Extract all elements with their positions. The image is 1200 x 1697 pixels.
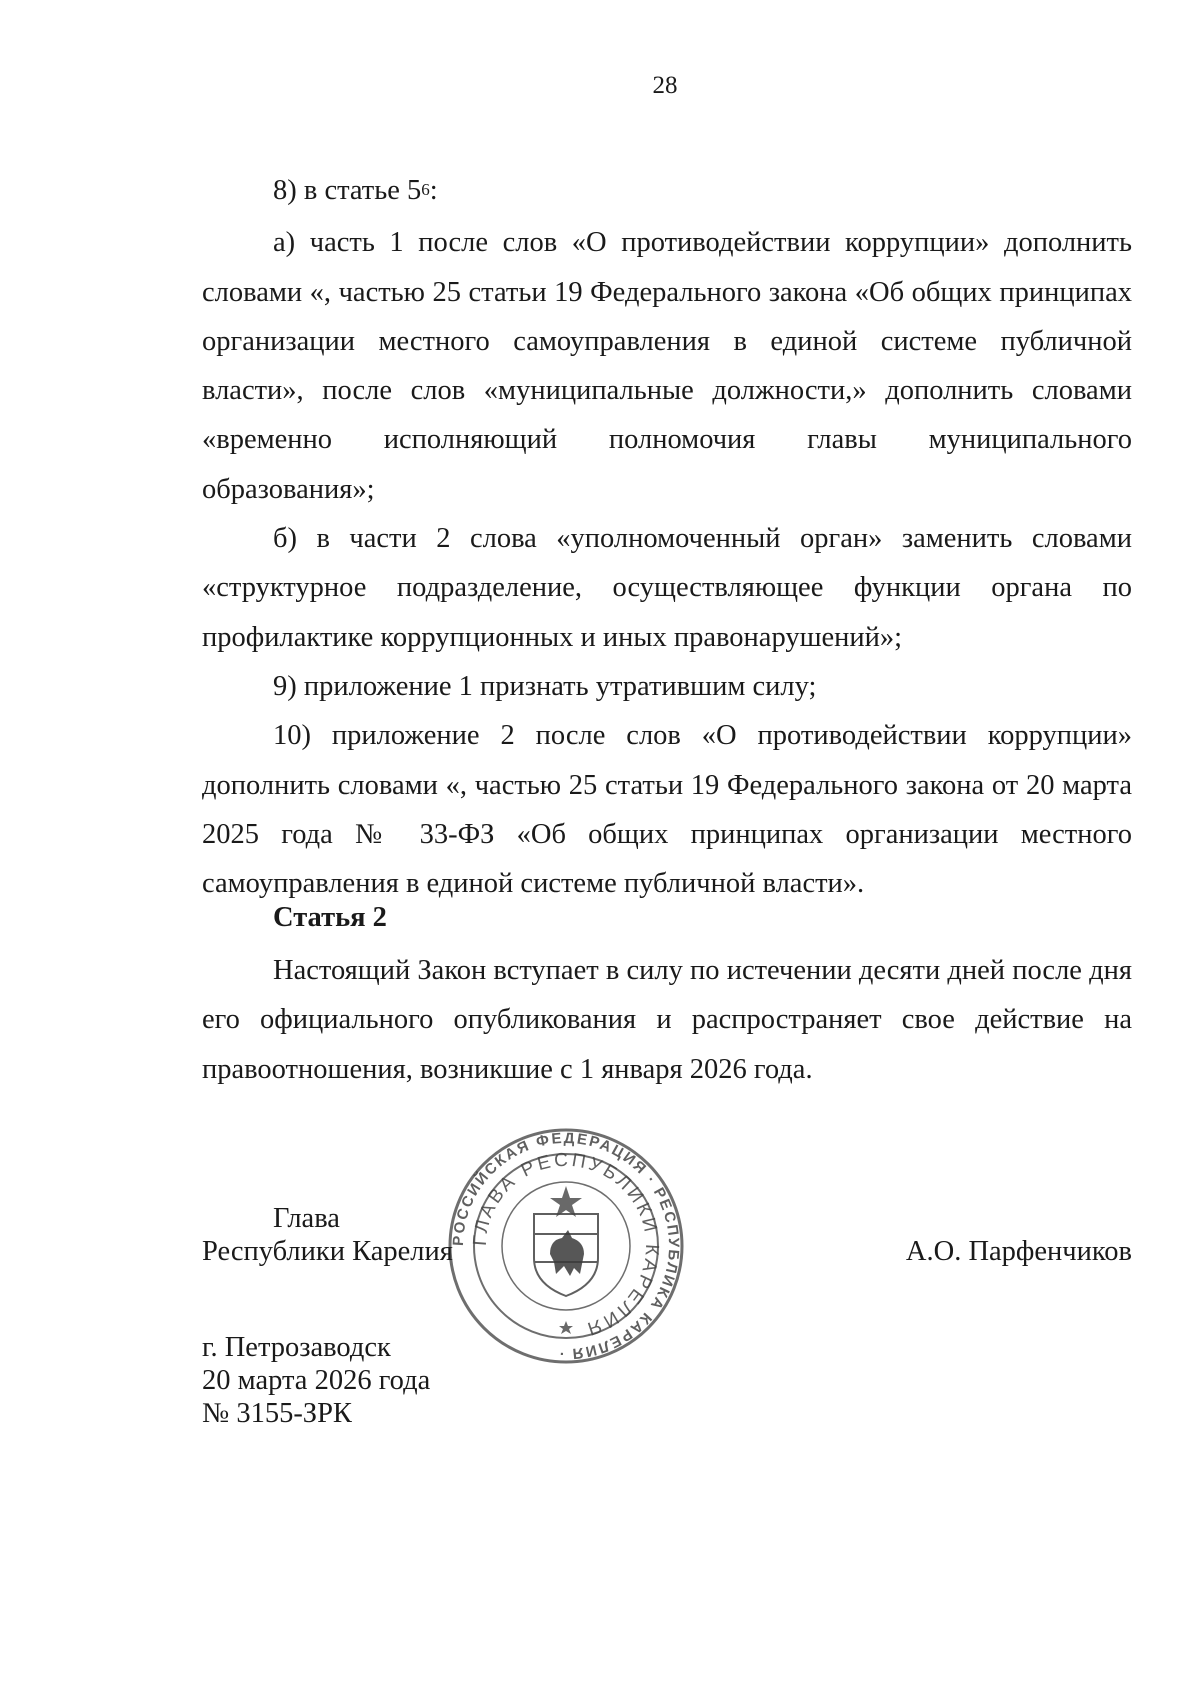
signatory-name: А.О. Парфенчиков: [905, 1236, 1132, 1267]
item-8-intro: [202, 166, 1132, 218]
item-8-a: а) часть 1 после слов «О противодействии коррупции» дополнить словами «, частью 25 статьи 19 Федерального закона «Об общих принципах организации местного самоуправления в единой системе публичной власти», после слов «муниципальные должности,» дополнить словами «временно исполняющий полномочия главы муниципального образования»;: [202, 227, 1132, 505]
law-number: № 3155-ЗРК: [202, 1398, 352, 1429]
article-2-heading: Статья 2: [273, 902, 387, 933]
item-8-intro-text: 8) в статье 5: [273, 175, 422, 206]
amendments-block: [202, 166, 1132, 908]
page-number: 28: [652, 72, 678, 99]
item-8-superscript: 6: [421, 180, 430, 199]
bear-emblem-icon: [550, 1230, 584, 1276]
seal-inner-text: ГЛАВА РЕСПУБЛИКИ КАРЕЛИЯ: [469, 1149, 663, 1340]
item-8-intro-colon: :: [429, 175, 438, 206]
signatory-title-line-2: Республики Карелия: [202, 1236, 453, 1267]
item-9: 9) приложение 1 признать утратившим силу;: [273, 670, 817, 702]
place-date-block: [202, 1331, 430, 1430]
date: 20 марта 2026 года: [202, 1365, 431, 1396]
article-2-block: [202, 946, 1132, 1094]
seal-outer-text: РОССИЙСКАЯ ФЕДЕРАЦИЯ · РЕСПУБЛИКА КАРЕЛИЯ ·: [449, 1129, 683, 1363]
city: г. Петрозаводск: [202, 1332, 391, 1363]
article-2-text: Настоящий Закон вступает в силу по истечении десяти дней после дня его официального опубликования и распространяет свое действие на правоотношения, возникшие с 1 января 2026 года.: [202, 955, 1132, 1085]
signatory-title-line-1: Глава: [273, 1203, 340, 1234]
official-seal: [446, 1126, 686, 1366]
item-8-b: б) в части 2 слова «уполномоченный орган» заменить словами «структурное подразделение, осуществляющее функции органа по профилактике коррупционных и иных правонарушений»;: [202, 523, 1132, 653]
item-10: 10) приложение 2 после слов «О противодействии коррупции» дополнить словами «, частью 25 статьи 19 Федерального закона от 20 марта 2025 года № 33-ФЗ «Об общих принципах организации местного самоуправления в единой системе публичной власти».: [202, 720, 1132, 900]
